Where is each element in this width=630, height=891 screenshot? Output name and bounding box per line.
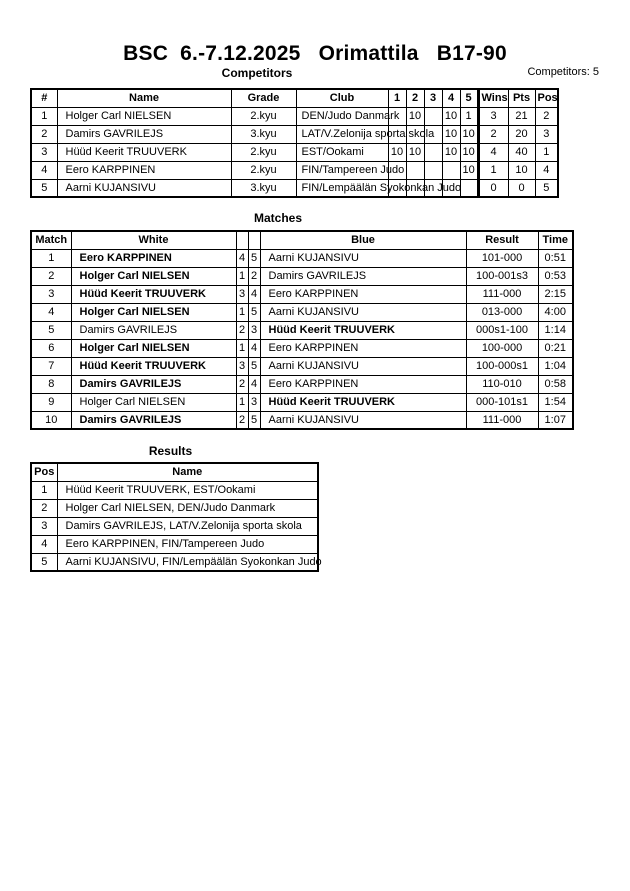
competitor-position: 5: [535, 179, 558, 197]
competitor-grade: 2.kyu: [231, 107, 296, 125]
match-blue-name: Hüüd Keerit TRUUVERK: [260, 321, 466, 339]
competitor-name: Holger Carl NIELSEN: [57, 107, 231, 125]
result-name-text: Aarni KUJANSIVU, FIN/Lempäälän Syokonkan Judo: [65, 555, 322, 568]
competitor-position: 4: [535, 161, 558, 179]
match-white-competitor-number: 1: [236, 393, 248, 411]
competitor-round-3: [424, 143, 442, 161]
competitor-round-5: 1: [460, 107, 478, 125]
match-number: 6: [31, 339, 71, 357]
match-blue-name: Damirs GAVRILEJS: [260, 267, 466, 285]
competitors-header-r5: 5: [460, 89, 478, 107]
match-white-competitor-number: 4: [236, 249, 248, 267]
competitor-round-4: 10: [442, 143, 460, 161]
match-blue-competitor-number: 5: [248, 411, 260, 429]
match-row: [31, 267, 573, 285]
match-row: [31, 411, 573, 429]
match-time: 0:58: [538, 375, 573, 393]
competitor-name: Damirs GAVRILEJS: [57, 125, 231, 143]
competitor-position: 2: [535, 107, 558, 125]
match-blue-competitor-number: 3: [248, 393, 260, 411]
match-white-name: Damirs GAVRILEJS: [71, 321, 236, 339]
match-white-competitor-number: 3: [236, 357, 248, 375]
result-name-text: Damirs GAVRILEJS, LAT/V.Zelonija sporta skola: [65, 520, 302, 532]
competitor-round-5: 10: [460, 143, 478, 161]
competitor-round-1: 10: [388, 143, 406, 161]
match-blue-competitor-number: 4: [248, 339, 260, 357]
results-header-row: [31, 463, 318, 481]
competitor-round-5: 10: [460, 125, 478, 143]
competitor-row: [31, 107, 558, 125]
result-name: [57, 499, 318, 517]
match-result: 100-000: [466, 339, 538, 357]
match-time: 1:04: [538, 357, 573, 375]
matches-header-white: White: [71, 231, 236, 249]
competitor-grade: 2.kyu: [231, 143, 296, 161]
match-blue-competitor-number: 3: [248, 321, 260, 339]
competitor-round-3: [424, 107, 442, 125]
match-result: 000-101s1: [466, 393, 538, 411]
page-title: BSC 6.-7.12.2025 Orimattila B17-90: [123, 42, 507, 65]
competitor-number: 5: [31, 179, 57, 197]
competitor-round-5: 10: [460, 161, 478, 179]
competitors-table: [30, 88, 559, 198]
competitor-round-4: [442, 161, 460, 179]
competitors-header-r2: 2: [406, 89, 424, 107]
competitor-row: [31, 179, 558, 197]
matches-table: [30, 230, 574, 430]
result-row: [31, 517, 318, 535]
match-result: 101-000: [466, 249, 538, 267]
competitors-header-r3: 3: [424, 89, 442, 107]
matches-header-blue: Blue: [260, 231, 466, 249]
match-blue-competitor-number: 5: [248, 357, 260, 375]
competitors-header-pts: Pts: [508, 89, 535, 107]
match-row: [31, 357, 573, 375]
match-row: [31, 339, 573, 357]
competitors-header-name: Name: [57, 89, 231, 107]
competitors-header-club: Club: [296, 89, 388, 107]
match-white-competitor-number: 2: [236, 321, 248, 339]
match-white-competitor-number: 2: [236, 375, 248, 393]
result-row: [31, 553, 318, 571]
match-number: 8: [31, 375, 71, 393]
result-name: [57, 553, 322, 571]
match-blue-competitor-number: 4: [248, 285, 260, 303]
result-name: [57, 481, 318, 499]
match-time: 0:21: [538, 339, 573, 357]
match-row: [31, 285, 573, 303]
match-time: 2:15: [538, 285, 573, 303]
match-blue-name: Eero KARPPINEN: [260, 285, 466, 303]
match-white-name: Holger Carl NIELSEN: [71, 267, 236, 285]
match-white-competitor-number: 3: [236, 285, 248, 303]
match-number: 1: [31, 249, 71, 267]
competitor-number: 1: [31, 107, 57, 125]
match-number: 2: [31, 267, 71, 285]
result-name-text: Eero KARPPINEN, FIN/Tampereen Judo: [65, 538, 265, 550]
competitor-club-text: FIN/Lempäälän Syokonkan Judo: [301, 181, 462, 194]
competitor-club-text: EST/Ookami: [301, 146, 364, 158]
competitors-header-pos: Pos: [535, 89, 558, 107]
competitor-name: Hüüd Keerit TRUUVERK: [57, 143, 231, 161]
competitor-grade: 2.kyu: [231, 161, 296, 179]
matches-header-time: Time: [538, 231, 573, 249]
match-row: [31, 375, 573, 393]
match-time: 4:00: [538, 303, 573, 321]
competitors-header-r4: 4: [442, 89, 460, 107]
competitor-round-4: 10: [442, 107, 460, 125]
match-blue-name: Eero KARPPINEN: [260, 375, 466, 393]
competitor-number: 3: [31, 143, 57, 161]
match-blue-name: Aarni KUJANSIVU: [260, 303, 466, 321]
results-header-name: Name: [57, 463, 318, 481]
result-name: [57, 535, 318, 553]
match-white-name: Holger Carl NIELSEN: [71, 393, 236, 411]
competitor-number: 2: [31, 125, 57, 143]
competitors-section-label: Competitors: [221, 66, 293, 80]
competitor-position: 1: [535, 143, 558, 161]
match-white-name: Holger Carl NIELSEN: [71, 339, 236, 357]
match-white-name: Hüüd Keerit TRUUVERK: [71, 285, 236, 303]
result-row: [31, 499, 318, 517]
competitor-points: 0: [508, 179, 535, 197]
results-section-label: Results: [148, 444, 193, 458]
competitors-header-row: [31, 89, 558, 107]
match-white-name: Eero KARPPINEN: [71, 249, 236, 267]
matches-header-result: Result: [466, 231, 538, 249]
match-time: 0:51: [538, 249, 573, 267]
match-blue-competitor-number: 2: [248, 267, 260, 285]
match-number: 5: [31, 321, 71, 339]
competitor-wins: 4: [478, 143, 508, 161]
competitor-club: [296, 107, 400, 125]
competitor-round-3: [424, 161, 442, 179]
result-position: 1: [31, 481, 57, 499]
competitor-club: [296, 179, 462, 197]
result-position: 4: [31, 535, 57, 553]
match-blue-name: Aarni KUJANSIVU: [260, 249, 466, 267]
match-blue-name: Aarni KUJANSIVU: [260, 357, 466, 375]
match-white-competitor-number: 1: [236, 303, 248, 321]
competitor-row: [31, 143, 558, 161]
match-time: 1:14: [538, 321, 573, 339]
matches-header-bnum: [248, 231, 260, 249]
competitor-grade: 3.kyu: [231, 179, 296, 197]
match-number: 7: [31, 357, 71, 375]
competitor-wins: 3: [478, 107, 508, 125]
competitor-name: Eero KARPPINEN: [57, 161, 231, 179]
match-white-competitor-number: 1: [236, 267, 248, 285]
competitor-round-2: [406, 161, 424, 179]
match-time: 1:54: [538, 393, 573, 411]
match-number: 10: [31, 411, 71, 429]
match-white-competitor-number: 2: [236, 411, 248, 429]
match-result: 013-000: [466, 303, 538, 321]
competitors-count: Competitors: 5: [527, 66, 599, 78]
competitors-header-wins: Wins: [478, 89, 508, 107]
matches-section-label: Matches: [253, 211, 303, 225]
match-white-name: Hüüd Keerit TRUUVERK: [71, 357, 236, 375]
match-row: [31, 393, 573, 411]
match-result: 111-000: [466, 411, 538, 429]
match-blue-competitor-number: 4: [248, 375, 260, 393]
match-result: 111-000: [466, 285, 538, 303]
competitor-number: 4: [31, 161, 57, 179]
competitor-club: [296, 143, 388, 161]
competitor-points: 40: [508, 143, 535, 161]
competitor-club-text: FIN/Tampereen Judo: [301, 164, 405, 176]
competitors-header-grade: Grade: [231, 89, 296, 107]
matches-header-row: [31, 231, 573, 249]
competitor-club: [296, 125, 435, 143]
competitor-row: [31, 125, 558, 143]
result-position: 2: [31, 499, 57, 517]
competitor-wins: 2: [478, 125, 508, 143]
match-white-name: Holger Carl NIELSEN: [71, 303, 236, 321]
result-name-text: Hüüd Keerit TRUUVERK, EST/Ookami: [65, 484, 256, 496]
result-name: [57, 517, 318, 535]
match-number: 3: [31, 285, 71, 303]
competitor-round-2: 10: [406, 143, 424, 161]
competitors-header-r1: 1: [388, 89, 406, 107]
results-table: [30, 462, 322, 572]
match-white-competitor-number: 1: [236, 339, 248, 357]
matches-header-wnum: [236, 231, 248, 249]
match-white-name: Damirs GAVRILEJS: [71, 411, 236, 429]
result-row: [31, 481, 318, 499]
competitor-name: Aarni KUJANSIVU: [57, 179, 231, 197]
competitor-round-4: 10: [442, 125, 460, 143]
result-position: 5: [31, 553, 57, 571]
competitor-round-5: [460, 179, 478, 197]
match-row: [31, 303, 573, 321]
competitor-grade: 3.kyu: [231, 125, 296, 143]
competitor-wins: 0: [478, 179, 508, 197]
match-white-name: Damirs GAVRILEJS: [71, 375, 236, 393]
match-blue-name: Hüüd Keerit TRUUVERK: [260, 393, 466, 411]
match-blue-competitor-number: 5: [248, 303, 260, 321]
result-name-text: Holger Carl NIELSEN, DEN/Judo Danmark: [65, 502, 276, 514]
match-time: 0:53: [538, 267, 573, 285]
competitor-wins: 1: [478, 161, 508, 179]
result-position: 3: [31, 517, 57, 535]
match-time: 1:07: [538, 411, 573, 429]
match-result: 100-000s1: [466, 357, 538, 375]
match-number: 9: [31, 393, 71, 411]
result-row: [31, 535, 318, 553]
competitors-header-num: #: [31, 89, 57, 107]
results-header-pos: Pos: [31, 463, 57, 481]
match-blue-name: Aarni KUJANSIVU: [260, 411, 466, 429]
competitor-position: 3: [535, 125, 558, 143]
match-row: [31, 321, 573, 339]
competitor-row: [31, 161, 558, 179]
competitor-club-text: DEN/Judo Danmark: [301, 110, 400, 122]
competitor-points: 20: [508, 125, 535, 143]
competitor-points: 10: [508, 161, 535, 179]
match-blue-name: Eero KARPPINEN: [260, 339, 466, 357]
competitor-club: [296, 161, 405, 179]
match-result: 110-010: [466, 375, 538, 393]
match-number: 4: [31, 303, 71, 321]
match-result: 100-001s3: [466, 267, 538, 285]
competitor-club-text: LAT/V.Zelonija sporta skola: [301, 128, 435, 140]
matches-header-match: Match: [31, 231, 71, 249]
competitor-round-2: 10: [406, 107, 424, 125]
match-row: [31, 249, 573, 267]
competitor-points: 21: [508, 107, 535, 125]
match-blue-competitor-number: 5: [248, 249, 260, 267]
match-result: 000s1-100: [466, 321, 538, 339]
